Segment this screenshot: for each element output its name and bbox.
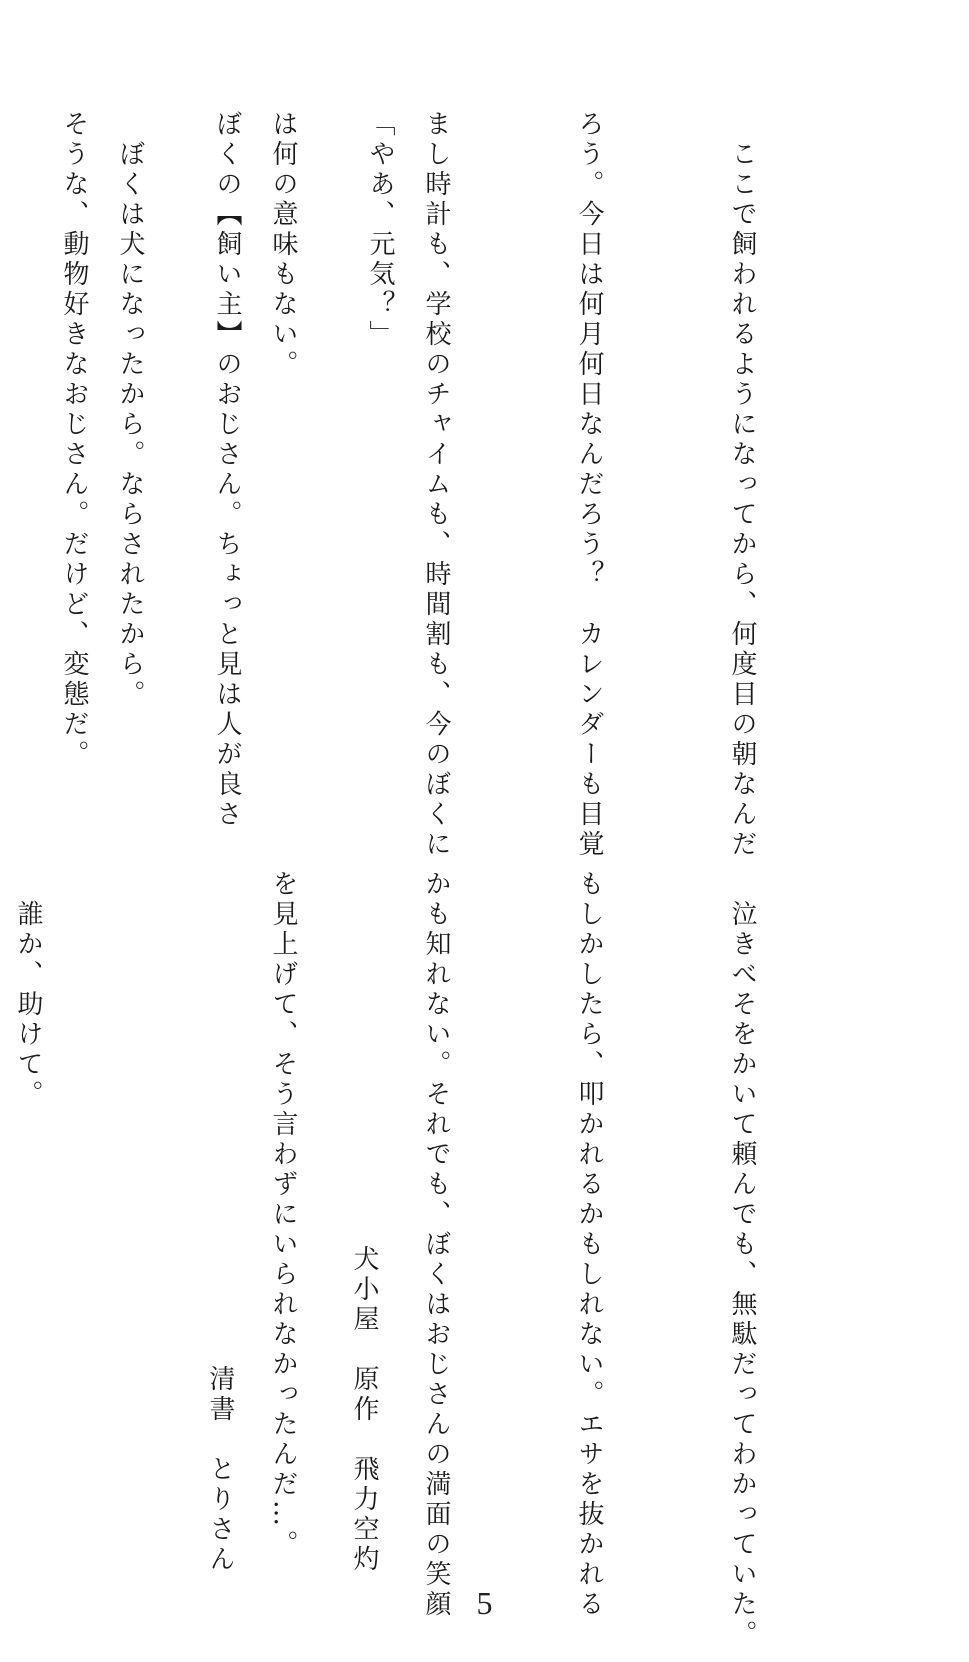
- text-line: かも知れない。それでも、ぼくはおじさんの満面の笑顔: [421, 870, 451, 1620]
- text-line: ぼくは犬になったから。ならされたから。: [115, 110, 145, 710]
- text-line: まし時計も、学校のチャイムも、時間割も、今のぼくに: [421, 110, 451, 860]
- text-line: 誰か、助けて。: [13, 870, 43, 1110]
- page-number: 5: [476, 1585, 493, 1621]
- text-line: そうな、動物好きなおじさん。だけど、変態だ。: [59, 110, 89, 770]
- text-line: を見上げて、そう言わずにいられなかったんだ…。: [268, 870, 298, 1560]
- text-line: もしかしたら、叩かれるかもしれない。エサを抜かれる: [574, 870, 604, 1620]
- credit-line-transcription: 清書 とりさん: [205, 1245, 235, 1575]
- text-line: は何の意味もない。: [268, 110, 298, 380]
- text-line: ろう。今日は何月何日なんだろう？ カレンダーも目覚: [574, 110, 604, 860]
- credit-line-original: 犬小屋 原作 飛力空灼: [349, 1245, 379, 1575]
- text-line: ぼくの【飼い主】のおじさん。ちょっと見は人が良さ: [212, 110, 242, 830]
- text-line: ここで飼われるようになってから、何度目の朝なんだ: [727, 110, 757, 860]
- text-line: 「やあ、元気？」: [365, 110, 395, 350]
- dialogue-block-upper-left: [0, 110, 507, 860]
- credits: [100, 1245, 484, 1575]
- text-line: 泣きべそをかいて頼んでも、無駄だってわかっていた。: [727, 870, 757, 1650]
